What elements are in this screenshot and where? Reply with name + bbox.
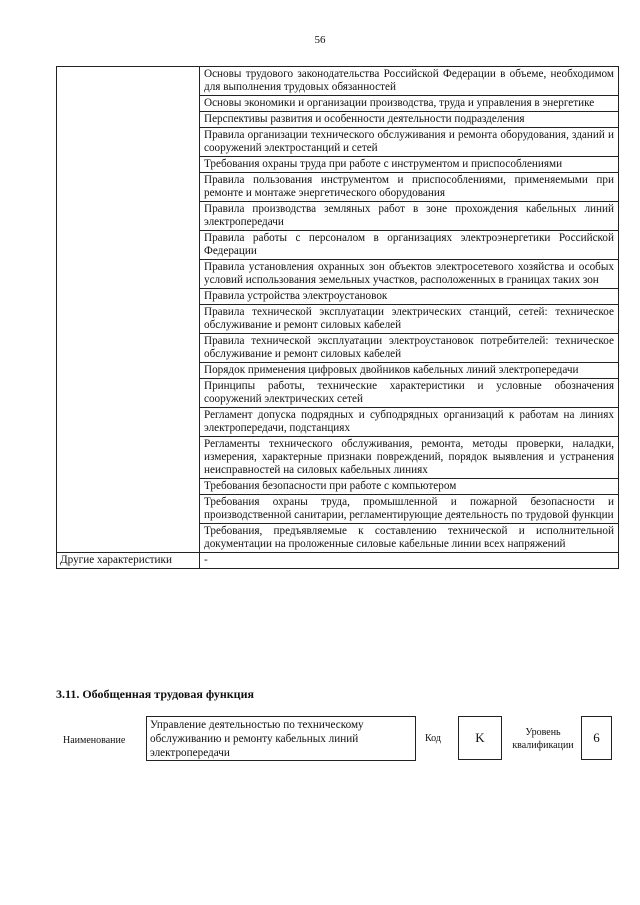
knowledge-item: Правила технической эксплуатации электроустановок потребителей: техническое обслуживание и ремонт силовых кабелей [200, 334, 619, 363]
knowledge-item: Регламент допуска подрядных и субподрядных организаций к работам на линиях электропередачи, подстанциях [200, 408, 619, 437]
table-row [57, 67, 619, 96]
knowledge-item: Регламенты технического обслуживания, ремонта, методы проверки, наладки, измерения, характерные признаки повреждений, порядок выявления и устранения неисправностей на силовых кабельных линиях [200, 437, 619, 479]
knowledge-item: Правила установления охранных зон объектов электросетевого хозяйства и особых условий использования земельных участков, расположенных в границах таких зон [200, 260, 619, 289]
knowledge-item: Требования, предъявляемые к составлению технической и исполнительной документации на проложенные силовые кабельные линии всех напряжений [200, 524, 619, 553]
knowledge-item: Основы экономики и организации производства, труда и управления в энергетике [200, 96, 619, 112]
name-label: Наименование [63, 735, 126, 746]
knowledge-label-cell [57, 67, 200, 553]
section-heading: 3.11. Обобщенная трудовая функция [56, 687, 254, 701]
other-characteristics-value: - [200, 553, 619, 569]
code-box: K [458, 716, 502, 760]
knowledge-item: Правила пользования инструментом и приспособлениями, применяемыми при ремонте и монтаже энергетического оборудования [200, 173, 619, 202]
qualification-level-label: Уровень квалификации [512, 727, 574, 751]
code-label: Код [425, 733, 441, 744]
knowledge-item: Принципы работы, технические характеристики и условные обозначения сооружений электрических сетей [200, 379, 619, 408]
knowledge-item: Перспективы развития и особенности деятельности подразделения [200, 112, 619, 128]
knowledge-item: Правила устройства электроустановок [200, 289, 619, 305]
other-characteristics-label: Другие характеристики [57, 553, 200, 569]
table-row [57, 553, 619, 569]
knowledge-item: Порядок применения цифровых двойников кабельных линий электропередачи [200, 363, 619, 379]
knowledge-item: Требования безопасности при работе с компьютером [200, 479, 619, 495]
knowledge-item: Правила работы с персоналом в организациях электроэнергетики Российской Федерации [200, 231, 619, 260]
knowledge-item: Требования охраны труда, промышленной и пожарной безопасности и производственной санитарии, регламентирующие деятельность по трудовой функции [200, 495, 619, 524]
knowledge-item: Основы трудового законодательства Российской Федерации в объеме, необходимом для выполнения трудовых обязанностей [200, 67, 619, 96]
page-number: 56 [314, 34, 326, 46]
knowledge-item: Правила технической эксплуатации электрических станций, сетей: техническое обслуживание и ремонт силовых кабелей [200, 305, 619, 334]
knowledge-item: Правила производства земляных работ в зоне прохождения кабельных линий электропередачи [200, 202, 619, 231]
qualification-level-box: 6 [581, 716, 612, 760]
function-name-box: Управление деятельностью по техническому обслуживанию и ремонту кабельных линий электропередачи [146, 716, 416, 761]
required-knowledge-table [56, 66, 619, 569]
knowledge-item: Правила организации технического обслуживания и ремонта оборудования, зданий и сооружений электростанций и сетей [200, 128, 619, 157]
knowledge-item: Требования охраны труда при работе с инструментом и приспособлениями [200, 157, 619, 173]
